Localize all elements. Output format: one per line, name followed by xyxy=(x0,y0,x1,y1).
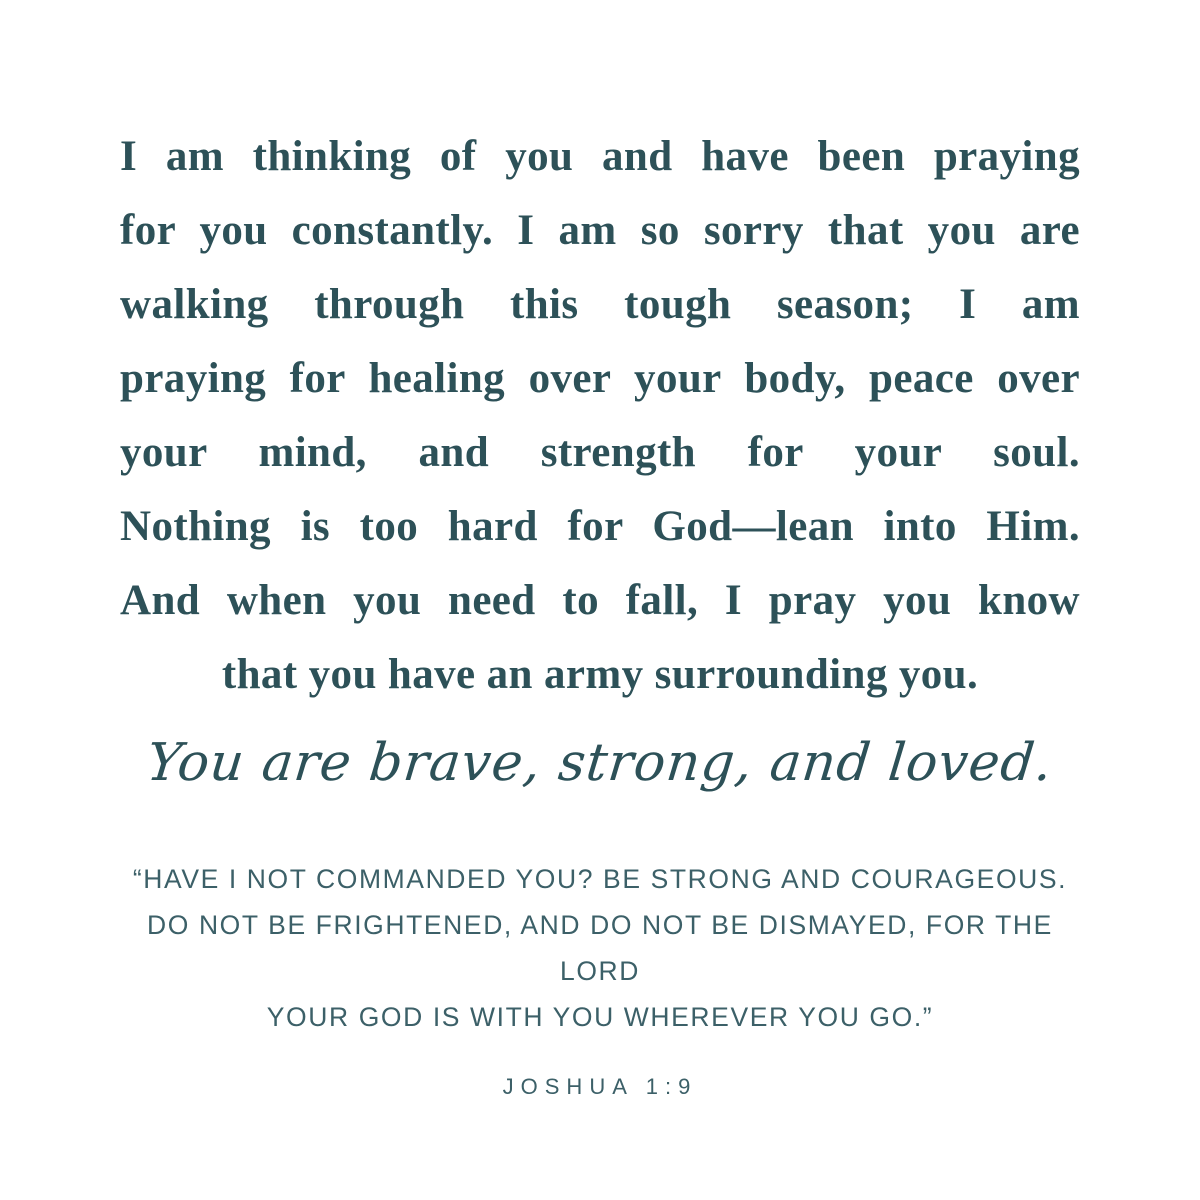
script-affirmation: You are brave, strong, and loved. xyxy=(144,733,1056,793)
verse-line: “HAVE I NOT COMMANDED YOU? BE STRONG AND COURAGEOUS. xyxy=(132,863,1068,894)
message-line: And when you need to fall, I pray you know xyxy=(120,577,1080,624)
message-line: praying for healing over your body, peace over xyxy=(120,355,1080,402)
message-line: walking through this tough season; I am xyxy=(120,281,1080,328)
message-line: for you constantly. I am so sorry that you are xyxy=(120,207,1080,254)
message-line: Nothing is too hard for God—lean into Him. xyxy=(120,503,1080,550)
message-line: your mind, and strength for your soul. xyxy=(120,429,1080,476)
message-line: that you have an army surrounding you. xyxy=(221,651,979,698)
message-line: I am thinking of you and have been praying xyxy=(120,133,1080,180)
scripture-verse xyxy=(105,856,1095,1040)
verse-reference: JOSHUA 1:9 xyxy=(502,1073,698,1099)
verse-line: DO NOT BE FRIGHTENED, AND DO NOT BE DISMAYED, FOR THE LORD xyxy=(147,909,1053,986)
verse-line: YOUR GOD IS WITH YOU WHEREVER YOU GO.” xyxy=(266,1001,934,1032)
encouragement-message xyxy=(120,120,1080,712)
